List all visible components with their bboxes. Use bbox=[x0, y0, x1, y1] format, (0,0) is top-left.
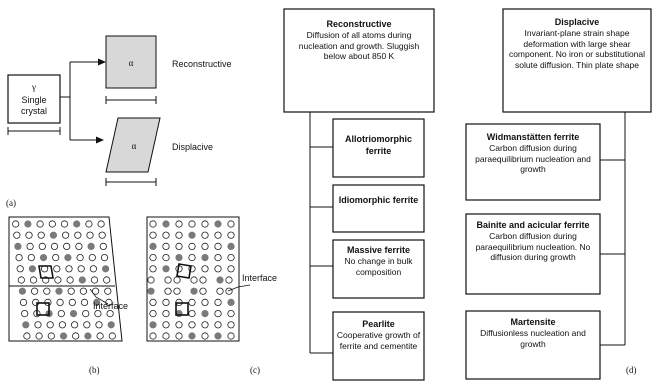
atom-b bbox=[14, 232, 20, 238]
massive-body: No change in bulk composition bbox=[344, 256, 413, 277]
atom-c bbox=[202, 310, 208, 316]
alpha-bottom-symbol: α bbox=[131, 141, 137, 151]
atom-b bbox=[80, 288, 86, 294]
atom-c bbox=[202, 299, 208, 305]
atom-c bbox=[202, 322, 208, 328]
atom-c bbox=[163, 299, 169, 305]
atom-b bbox=[59, 322, 65, 328]
pearlite-text bbox=[336, 318, 421, 351]
caption-c: (c) bbox=[250, 365, 260, 375]
reconstructive-body: Diffusion of all atoms during nucleation and growth. Sluggish below about 850 K bbox=[298, 30, 420, 61]
atom-b bbox=[13, 221, 19, 227]
displacive-text bbox=[506, 16, 648, 70]
idiomorphic-text bbox=[336, 194, 421, 206]
reconstructive-title: Reconstructive bbox=[326, 19, 392, 29]
reconstructive-text bbox=[287, 18, 431, 62]
atom-c bbox=[148, 277, 154, 283]
atom-c bbox=[228, 221, 234, 227]
atom-c bbox=[202, 243, 208, 249]
single-label: Single bbox=[21, 95, 47, 105]
atom-b bbox=[105, 288, 111, 294]
atom-c bbox=[215, 254, 221, 260]
atom-c bbox=[228, 243, 234, 249]
atom-c bbox=[163, 221, 169, 227]
atom-b bbox=[25, 221, 31, 227]
atom-b bbox=[51, 243, 57, 249]
atom-b bbox=[75, 232, 81, 238]
pearlite-title: Pearlite bbox=[362, 319, 395, 329]
atom-c bbox=[217, 277, 223, 283]
atom-b bbox=[31, 288, 37, 294]
atom-b bbox=[107, 310, 113, 316]
atom-b bbox=[60, 333, 66, 339]
atom-c bbox=[189, 254, 195, 260]
atom-c bbox=[228, 254, 234, 260]
atom-b bbox=[87, 232, 93, 238]
atom-b bbox=[63, 243, 69, 249]
atom-c bbox=[228, 310, 234, 316]
atom-b bbox=[58, 310, 64, 316]
atom-c bbox=[215, 299, 221, 305]
atom-c bbox=[200, 288, 206, 294]
atom-c bbox=[228, 333, 234, 339]
atom-c bbox=[163, 254, 169, 260]
atom-lattice-b bbox=[13, 221, 116, 339]
atom-b bbox=[16, 254, 22, 260]
atom-b bbox=[20, 299, 26, 305]
atom-c bbox=[202, 333, 208, 339]
atom-c bbox=[150, 333, 156, 339]
atom-b bbox=[77, 254, 83, 260]
caption-b: (b) bbox=[89, 365, 100, 375]
alpha-bottom-scale-bar bbox=[106, 178, 156, 186]
atom-c bbox=[189, 243, 195, 249]
displacive-title: Displacive bbox=[554, 17, 600, 27]
atom-c bbox=[189, 310, 195, 316]
atom-b bbox=[22, 310, 28, 316]
atom-c bbox=[200, 277, 206, 283]
massive-text bbox=[336, 244, 421, 277]
atom-b bbox=[85, 333, 91, 339]
allotriomorphic-title: Allotriomorphic ferrite bbox=[345, 134, 412, 156]
widmanstatten-body: Carbon diffusion during paraequilibrium nucleation and growth bbox=[475, 143, 591, 174]
atom-b bbox=[97, 333, 103, 339]
pearlite-body: Cooperative growth of ferrite and cementite bbox=[336, 330, 421, 351]
atom-c bbox=[228, 266, 234, 272]
atom-b bbox=[53, 254, 59, 260]
atom-b bbox=[19, 288, 25, 294]
atom-b bbox=[71, 322, 77, 328]
atom-c bbox=[191, 277, 197, 283]
atom-b bbox=[90, 266, 96, 272]
atom-c bbox=[165, 277, 171, 283]
atom-b bbox=[69, 299, 75, 305]
atom-c bbox=[202, 232, 208, 238]
massive-title: Massive ferrite bbox=[346, 245, 411, 255]
atom-c bbox=[215, 333, 221, 339]
atom-c bbox=[189, 299, 195, 305]
atom-b bbox=[86, 221, 92, 227]
atom-b bbox=[88, 243, 94, 249]
atom-b bbox=[70, 310, 76, 316]
atom-c bbox=[174, 277, 180, 283]
atom-b bbox=[18, 277, 24, 283]
atom-b bbox=[23, 322, 29, 328]
atom-c bbox=[215, 310, 221, 316]
atom-c bbox=[163, 266, 169, 272]
atom-b bbox=[89, 254, 95, 260]
atom-c bbox=[148, 288, 154, 294]
atom-b bbox=[30, 277, 36, 283]
atom-b bbox=[28, 254, 34, 260]
atom-c bbox=[163, 232, 169, 238]
widmanstatten-text bbox=[470, 131, 596, 175]
atom-b bbox=[57, 299, 63, 305]
atom-b bbox=[36, 333, 42, 339]
atom-b bbox=[37, 221, 43, 227]
atom-c bbox=[150, 310, 156, 316]
atom-c bbox=[228, 232, 234, 238]
atom-c bbox=[189, 333, 195, 339]
bainite-text bbox=[470, 219, 596, 263]
atom-b bbox=[78, 266, 84, 272]
panel-c bbox=[147, 217, 277, 375]
atom-c bbox=[163, 333, 169, 339]
atom-c bbox=[176, 254, 182, 260]
atom-c bbox=[202, 221, 208, 227]
atom-b bbox=[91, 277, 97, 283]
atom-b bbox=[79, 277, 85, 283]
panel-a bbox=[6, 36, 232, 208]
atom-c bbox=[215, 221, 221, 227]
atom-b bbox=[62, 232, 68, 238]
atom-c bbox=[150, 266, 156, 272]
atom-c bbox=[163, 322, 169, 328]
atom-c bbox=[165, 288, 171, 294]
martensite-text bbox=[470, 316, 596, 349]
gamma-scale-bar bbox=[8, 127, 60, 135]
atom-c bbox=[176, 221, 182, 227]
atom-c bbox=[150, 299, 156, 305]
atom-c bbox=[150, 221, 156, 227]
atom-b bbox=[56, 288, 62, 294]
atom-c bbox=[176, 322, 182, 328]
caption-d: (d) bbox=[626, 365, 637, 375]
atom-lattice-c bbox=[148, 221, 234, 339]
bainite-title: Bainite and acicular ferrite bbox=[476, 220, 590, 230]
martensite-title: Martensite bbox=[510, 317, 556, 327]
atom-c bbox=[176, 232, 182, 238]
atom-c bbox=[150, 232, 156, 238]
atom-c bbox=[163, 310, 169, 316]
displacive-body: Invariant-plane strain shape deformation with large shear component. No iron or substitutional solute diffusion. Thin plate shape bbox=[508, 28, 646, 70]
atom-c bbox=[228, 322, 234, 328]
reconstructive-label: Reconstructive bbox=[172, 59, 232, 69]
atom-b bbox=[68, 288, 74, 294]
atom-b bbox=[48, 333, 54, 339]
crystal-label: crystal bbox=[20, 106, 48, 116]
atom-c bbox=[191, 288, 197, 294]
atom-b bbox=[99, 232, 105, 238]
atom-b bbox=[108, 322, 114, 328]
atom-b bbox=[98, 221, 104, 227]
atom-c bbox=[176, 333, 182, 339]
atom-b bbox=[83, 310, 89, 316]
atom-b bbox=[73, 333, 79, 339]
atom-c bbox=[163, 243, 169, 249]
atom-b bbox=[50, 232, 56, 238]
atom-b bbox=[66, 266, 72, 272]
atom-b bbox=[104, 277, 110, 283]
atom-b bbox=[40, 254, 46, 260]
interface-label-b: Interface bbox=[93, 301, 129, 311]
branch-arrows bbox=[60, 59, 106, 144]
atom-b bbox=[76, 243, 82, 249]
atom-c bbox=[202, 254, 208, 260]
caption-a: (a) bbox=[6, 198, 16, 208]
atom-c bbox=[150, 243, 156, 249]
alpha-top-symbol: α bbox=[128, 58, 134, 68]
atom-c bbox=[215, 243, 221, 249]
atom-b bbox=[15, 243, 21, 249]
atom-b bbox=[47, 322, 53, 328]
atom-b bbox=[84, 322, 90, 328]
atom-b bbox=[95, 310, 101, 316]
atom-c bbox=[226, 277, 232, 283]
bainite-body: Carbon diffusion during paraequilibrium nucleation. No diffusion during growth bbox=[475, 231, 591, 262]
gamma-symbol: γ bbox=[32, 82, 36, 92]
panel-b bbox=[9, 217, 128, 375]
martensite-body: Diffusionless nucleation and growth bbox=[480, 328, 586, 349]
atom-b bbox=[49, 221, 55, 227]
atom-b bbox=[38, 232, 44, 238]
atom-b bbox=[26, 232, 32, 238]
atom-b bbox=[74, 221, 80, 227]
atom-c bbox=[189, 232, 195, 238]
atom-b bbox=[81, 299, 87, 305]
atom-c bbox=[189, 322, 195, 328]
atom-b bbox=[44, 288, 50, 294]
atom-b bbox=[61, 221, 67, 227]
atom-b bbox=[27, 243, 33, 249]
atom-b bbox=[102, 266, 108, 272]
atom-c bbox=[150, 322, 156, 328]
atom-b bbox=[39, 243, 45, 249]
alpha-top-scale-bar bbox=[106, 96, 156, 104]
idiomorphic-box bbox=[333, 185, 424, 232]
atom-b bbox=[54, 266, 60, 272]
atom-c bbox=[189, 221, 195, 227]
atom-c bbox=[217, 288, 223, 294]
atom-c bbox=[226, 288, 232, 294]
atom-b bbox=[35, 322, 41, 328]
displacive-label: Displacive bbox=[172, 142, 214, 152]
atom-c bbox=[174, 288, 180, 294]
atom-b bbox=[101, 254, 107, 260]
atom-b bbox=[109, 333, 115, 339]
atom-b bbox=[29, 266, 35, 272]
atom-b bbox=[24, 333, 30, 339]
atom-c bbox=[215, 232, 221, 238]
atom-b bbox=[17, 266, 23, 272]
atom-b bbox=[55, 277, 61, 283]
atom-b bbox=[100, 243, 106, 249]
atom-c bbox=[150, 254, 156, 260]
atom-c bbox=[215, 322, 221, 328]
atom-b bbox=[96, 322, 102, 328]
widmanstatten-title: Widmanstätten ferrite bbox=[486, 132, 580, 142]
atom-c bbox=[176, 243, 182, 249]
interface-label-c: Interface bbox=[242, 273, 278, 283]
idiomorphic-title: Idiomorphic ferrite bbox=[338, 195, 419, 205]
atom-c bbox=[202, 266, 208, 272]
allotriomorphic-text bbox=[336, 133, 421, 157]
atom-b bbox=[65, 254, 71, 260]
atom-b bbox=[67, 277, 73, 283]
atom-c bbox=[215, 266, 221, 272]
atom-c bbox=[228, 299, 234, 305]
